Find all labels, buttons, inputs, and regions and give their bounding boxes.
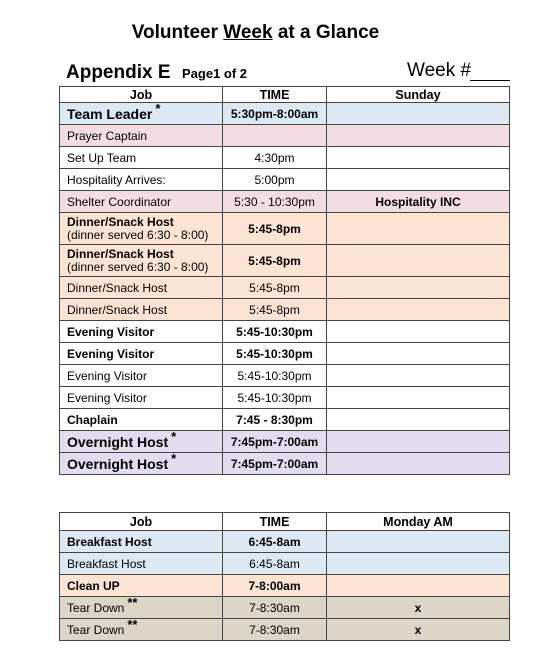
- time-cell: 5:45-8pm: [223, 277, 327, 299]
- table-row: [60, 365, 510, 387]
- table-row: [60, 191, 510, 213]
- time-cell: 6:45-8am: [223, 531, 327, 553]
- page-info: Page1 of 2: [182, 66, 248, 81]
- job-label: Tear Down: [67, 622, 125, 637]
- table-row: [60, 245, 510, 277]
- time-cell: 7-8:30am: [223, 597, 327, 619]
- table-header-row: [60, 87, 510, 103]
- table-row: [60, 125, 510, 147]
- time-cell: 7:45pm-7:00am: [223, 431, 327, 453]
- time-cell: 7-8:00am: [223, 575, 327, 597]
- job-label: Overnight Host: [67, 433, 169, 450]
- star-mark: *: [171, 452, 177, 466]
- job-cell: Clean UP: [60, 575, 223, 597]
- week-number-blank[interactable]: [470, 80, 510, 81]
- table-row: [60, 575, 510, 597]
- star-mark: **: [127, 618, 138, 632]
- monday-schedule-table: [59, 512, 510, 641]
- table-row: [60, 213, 510, 245]
- job-cell: [60, 245, 223, 277]
- job-label: Tear Down: [67, 600, 125, 615]
- job-cell: Breakfast Host: [60, 553, 223, 575]
- day-cell: [327, 531, 510, 553]
- day-cell: [327, 365, 510, 387]
- col-time: TIME: [223, 513, 327, 531]
- day-cell: [327, 213, 510, 245]
- job-cell: Evening Visitor: [60, 387, 223, 409]
- sunday-schedule-table: [59, 86, 510, 475]
- job-cell: Evening Visitor: [60, 343, 223, 365]
- job-cell: Shelter Coordinator: [60, 191, 223, 213]
- job-label: Overnight Host: [67, 455, 169, 472]
- day-cell: [327, 343, 510, 365]
- table-row: [60, 277, 510, 299]
- time-cell: 6:45-8am: [223, 553, 327, 575]
- job-label: Dinner/Snack Host: [67, 246, 174, 261]
- time-cell: 5:30 - 10:30pm: [223, 191, 327, 213]
- day-cell: [327, 245, 510, 277]
- day-cell: [327, 387, 510, 409]
- job-label: Dinner/Snack Host: [67, 214, 174, 229]
- day-cell: [327, 147, 510, 169]
- star-mark: **: [127, 596, 138, 610]
- day-cell: [327, 169, 510, 191]
- day-cell: [327, 409, 510, 431]
- time-cell: 7-8:30am: [223, 619, 327, 641]
- job-cell: Dinner/Snack Host: [60, 277, 223, 299]
- table-row: [60, 531, 510, 553]
- job-label: Team Leader: [67, 105, 153, 122]
- job-cell: [60, 619, 223, 641]
- job-note: (dinner served 6:30 - 8:00): [67, 259, 209, 274]
- job-cell: Evening Visitor: [60, 365, 223, 387]
- title-week: Week: [223, 22, 273, 43]
- day-cell: [327, 575, 510, 597]
- col-job: Job: [60, 513, 223, 531]
- time-cell: 5:45-10:30pm: [223, 321, 327, 343]
- week-label: Week #: [407, 60, 472, 81]
- job-cell: Chaplain: [60, 409, 223, 431]
- table-row: [60, 299, 510, 321]
- job-cell: Set Up Team: [60, 147, 223, 169]
- job-cell: Breakfast Host: [60, 531, 223, 553]
- table-row: [60, 147, 510, 169]
- table-row: [60, 409, 510, 431]
- job-cell: [60, 213, 223, 245]
- table-row: [60, 453, 510, 475]
- table-row: [60, 103, 510, 125]
- col-job: Job: [60, 87, 223, 103]
- time-cell: 5:00pm: [223, 169, 327, 191]
- time-cell: [223, 125, 327, 147]
- day-cell: x: [327, 597, 510, 619]
- day-cell: [327, 553, 510, 575]
- time-cell: 7:45 - 8:30pm: [223, 409, 327, 431]
- day-cell: [327, 277, 510, 299]
- col-time: TIME: [223, 87, 327, 103]
- day-cell: [327, 299, 510, 321]
- time-cell: 5:30pm-8:00am: [223, 103, 327, 125]
- time-cell: 5:45-10:30pm: [223, 387, 327, 409]
- job-cell: Prayer Captain: [60, 125, 223, 147]
- time-cell: 7:45pm-7:00am: [223, 453, 327, 475]
- appendix-label: Appendix E: [66, 62, 171, 83]
- col-day: Monday AM: [327, 513, 510, 531]
- table-row: [60, 387, 510, 409]
- col-day: Sunday: [327, 87, 510, 103]
- time-cell: 5:45-8pm: [223, 245, 327, 277]
- job-cell: [60, 103, 223, 125]
- table-row: [60, 343, 510, 365]
- day-cell: [327, 125, 510, 147]
- time-cell: 5:45-10:30pm: [223, 343, 327, 365]
- time-cell: 4:30pm: [223, 147, 327, 169]
- table-row: [60, 169, 510, 191]
- day-cell: x: [327, 619, 510, 641]
- job-note: (dinner served 6:30 - 8:00): [67, 227, 209, 242]
- star-mark: *: [171, 430, 177, 444]
- table-row: [60, 321, 510, 343]
- day-cell: [327, 453, 510, 475]
- time-cell: 5:45-10:30pm: [223, 365, 327, 387]
- day-cell: [327, 321, 510, 343]
- time-cell: 5:45-8pm: [223, 213, 327, 245]
- title-post: at a Glance: [277, 22, 380, 43]
- title-pre: Volunteer: [131, 22, 218, 43]
- table-header-row: [60, 513, 510, 531]
- job-cell: Evening Visitor: [60, 321, 223, 343]
- day-cell: [327, 431, 510, 453]
- day-cell: [327, 103, 510, 125]
- job-cell: [60, 431, 223, 453]
- job-cell: [60, 597, 223, 619]
- day-cell: Hospitality INC: [327, 191, 510, 213]
- star-mark: *: [155, 102, 161, 116]
- table-row: [60, 619, 510, 641]
- page-title: [0, 22, 511, 44]
- table-row: [60, 431, 510, 453]
- time-cell: 5:45-8pm: [223, 299, 327, 321]
- table-row: [60, 553, 510, 575]
- job-cell: [60, 453, 223, 475]
- job-cell: Hospitality Arrives:: [60, 169, 223, 191]
- job-cell: Dinner/Snack Host: [60, 299, 223, 321]
- table-row: [60, 597, 510, 619]
